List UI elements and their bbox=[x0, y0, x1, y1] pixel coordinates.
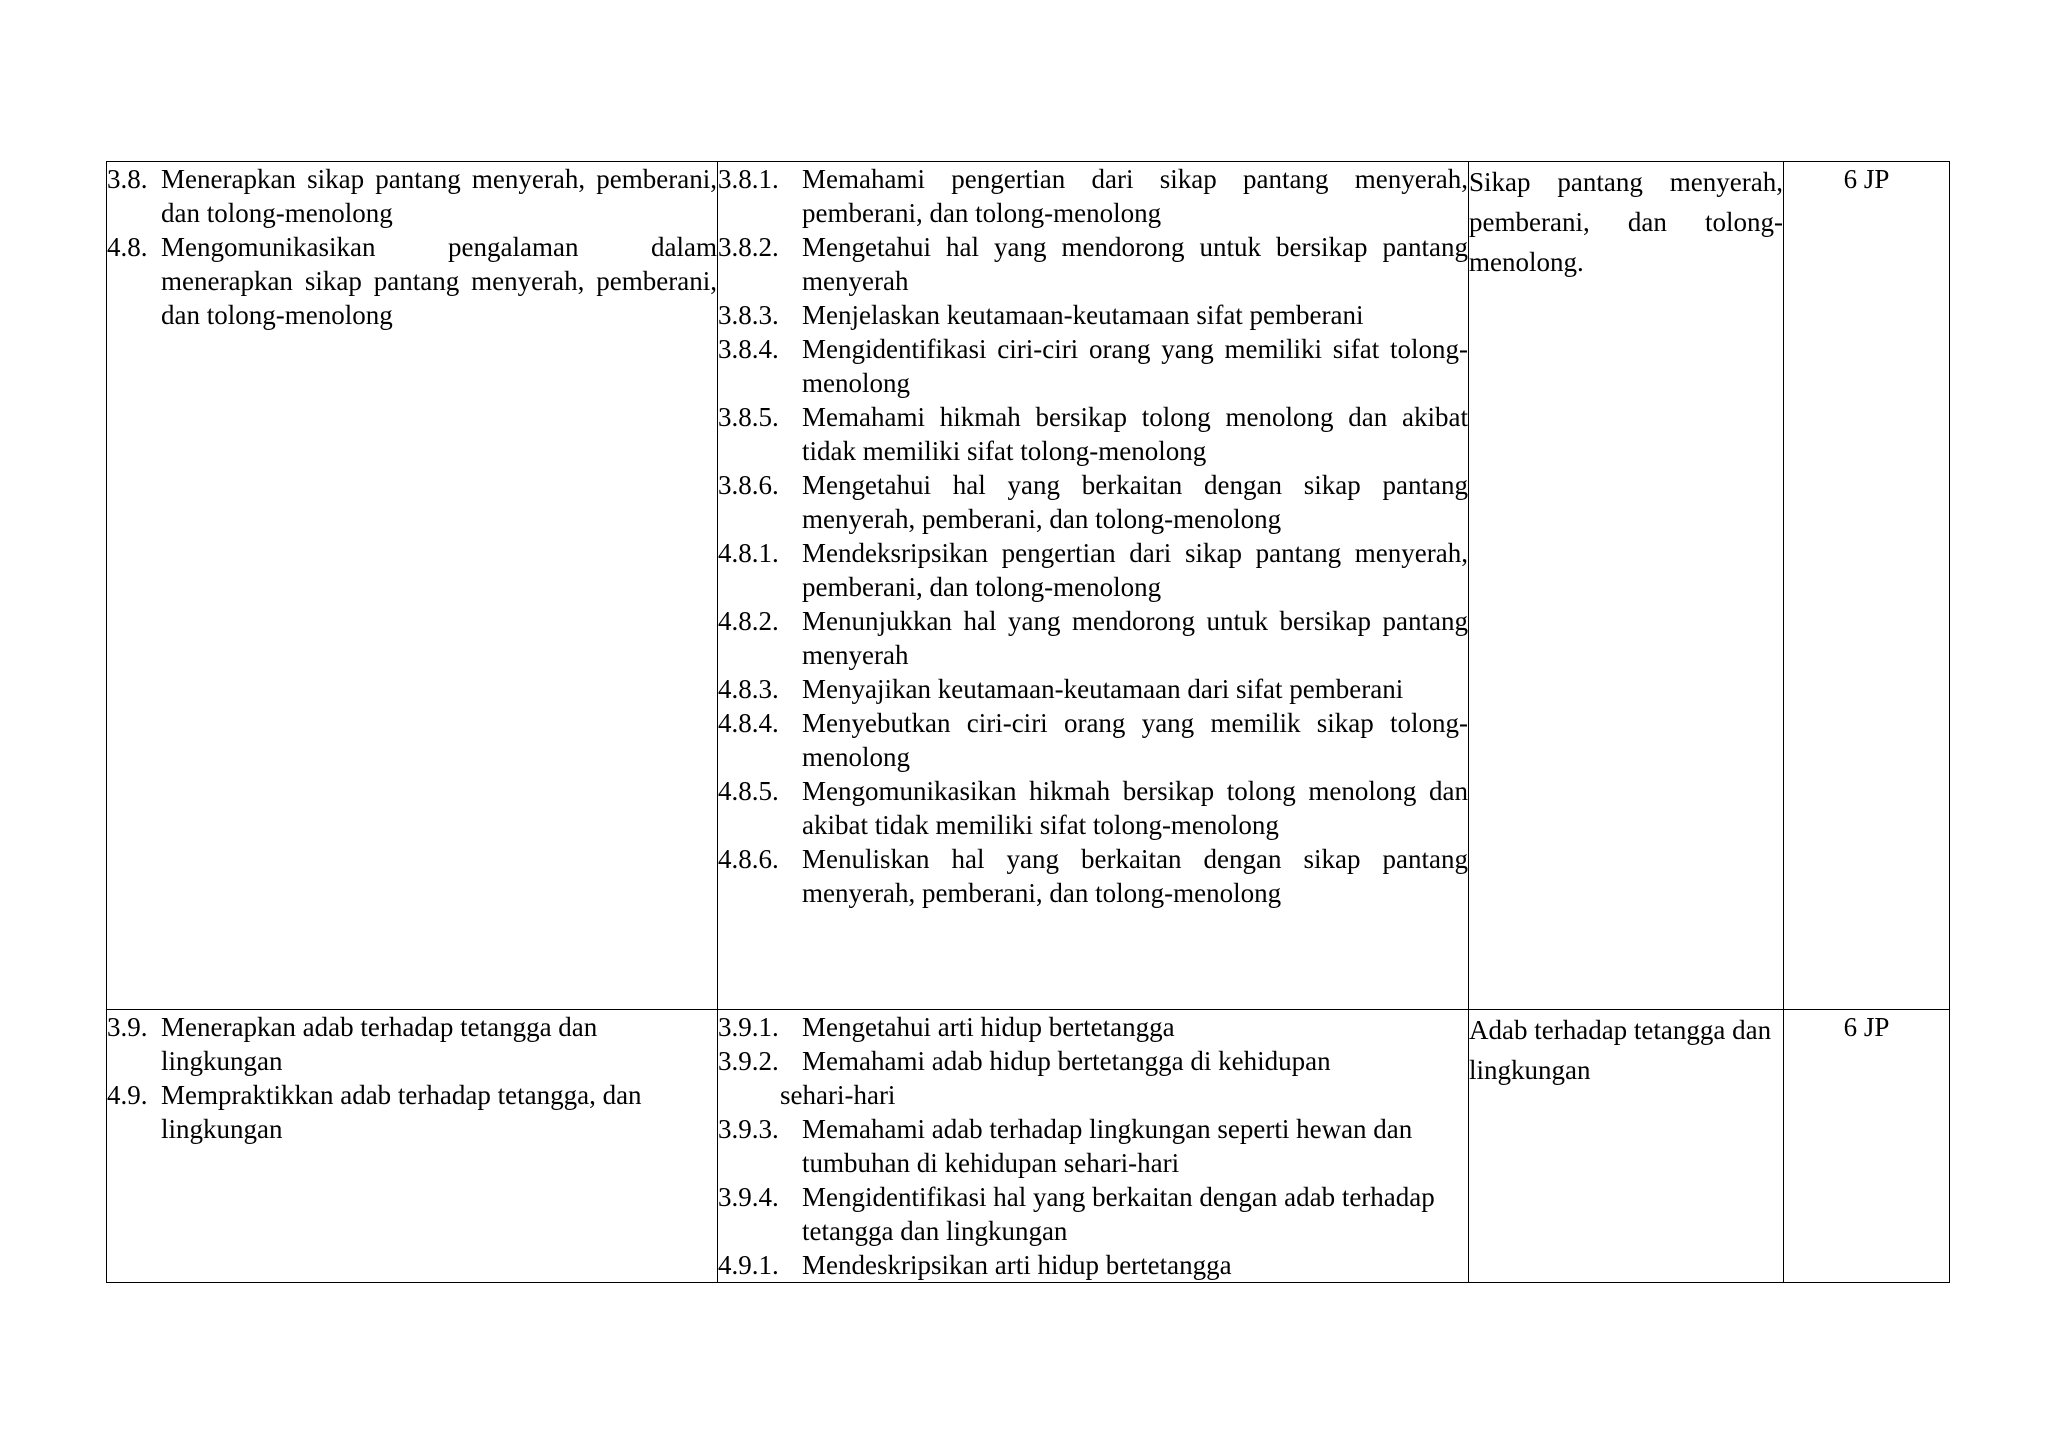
indikator-cell bbox=[718, 162, 1469, 1010]
kompetensi-number: 4.8. bbox=[107, 232, 148, 262]
indikator-text: Memahami adab terhadap lingkungan seperti hewan dan tumbuhan di kehidupan sehari-hari bbox=[802, 1114, 1413, 1178]
table-row bbox=[107, 1010, 1950, 1283]
indikator-item bbox=[718, 1180, 1468, 1248]
indikator-cell bbox=[718, 1010, 1469, 1283]
syllabus-table bbox=[106, 161, 1950, 1283]
indikator-item bbox=[718, 706, 1468, 774]
jp-value: 6 JP bbox=[1843, 1012, 1890, 1042]
indikator-item bbox=[718, 1010, 1468, 1044]
kompetensi-dasar-cell bbox=[107, 162, 718, 1010]
indikator-text: Mengomunikasikan hikmah bersikap tolong menolong dan akibat tidak memiliki sifat tolong-menolong bbox=[802, 776, 1468, 840]
kompetensi-number: 3.8. bbox=[107, 164, 148, 194]
indikator-text: Menuliskan hal yang berkaitan dengan sikap pantang menyerah, pemberani, dan tolong-menolong bbox=[802, 844, 1468, 908]
indikator-item bbox=[718, 332, 1468, 400]
indikator-number: 3.8.5. bbox=[718, 402, 779, 432]
kompetensi-item bbox=[107, 1010, 717, 1078]
indikator-item bbox=[718, 162, 1468, 230]
kompetensi-item bbox=[107, 1078, 717, 1146]
indikator-item bbox=[718, 1248, 1468, 1282]
indikator-number: 3.8.3. bbox=[718, 300, 779, 330]
kompetensi-text: Mempraktikkan adab terhadap tetangga, dan lingkungan bbox=[161, 1080, 642, 1144]
kompetensi-item bbox=[107, 230, 717, 332]
materi-cell bbox=[1469, 162, 1784, 1010]
indikator-number: 3.9.3. bbox=[718, 1114, 779, 1144]
jp-cell bbox=[1784, 1010, 1950, 1283]
indikator-text: Mendeksripsikan pengertian dari sikap pantang menyerah, pemberani, dan tolong-menolong bbox=[802, 538, 1468, 602]
kompetensi-number: 3.9. bbox=[107, 1012, 148, 1042]
indikator-item bbox=[718, 1044, 1468, 1078]
indikator-number: 3.8.2. bbox=[718, 232, 779, 262]
indikator-number: 3.9.2. bbox=[718, 1046, 779, 1076]
kompetensi-dasar-cell bbox=[107, 1010, 718, 1283]
indikator-text: Menyebutkan ciri-ciri orang yang memilik sikap tolong-menolong bbox=[802, 708, 1468, 772]
indikator-number: 4.8.3. bbox=[718, 674, 779, 704]
indikator-item bbox=[718, 298, 1468, 332]
jp-cell bbox=[1784, 162, 1950, 1010]
indikator-text: Memahami adab hidup bertetangga di kehidupan bbox=[802, 1046, 1331, 1076]
indikator-number: 4.9.1. bbox=[718, 1250, 779, 1280]
indikator-text: Mengidentifikasi hal yang berkaitan dengan adab terhadap tetangga dan lingkungan bbox=[802, 1182, 1435, 1246]
indikator-number: 3.8.6. bbox=[718, 470, 779, 500]
indikator-item bbox=[718, 604, 1468, 672]
kompetensi-text: Menerapkan sikap pantang menyerah, pemberani, dan tolong-menolong bbox=[161, 164, 717, 228]
indikator-number: 3.8.4. bbox=[718, 334, 779, 364]
indikator-item bbox=[718, 400, 1468, 468]
jp-value: 6 JP bbox=[1843, 164, 1890, 194]
kompetensi-text: Mengomunikasikan pengalaman dalam menerapkan sikap pantang menyerah, pemberani, dan tolong-menolong bbox=[161, 232, 717, 330]
indikator-text: Memahami hikmah bersikap tolong menolong dan akibat tidak memiliki sifat tolong-menolong bbox=[802, 402, 1468, 466]
indikator-text: Menunjukkan hal yang mendorong untuk bersikap pantang menyerah bbox=[802, 606, 1468, 670]
kompetensi-number: 4.9. bbox=[107, 1080, 148, 1110]
indikator-number: 3.9.4. bbox=[718, 1182, 779, 1212]
indikator-number: 3.8.1. bbox=[718, 164, 779, 194]
table-row bbox=[107, 162, 1950, 1010]
indikator-number: 4.8.5. bbox=[718, 776, 779, 806]
indikator-number: 4.8.6. bbox=[718, 844, 779, 874]
indikator-text: Menyajikan keutamaan-keutamaan dari sifat pemberani bbox=[802, 674, 1404, 704]
indikator-number: 4.8.2. bbox=[718, 606, 779, 636]
indikator-number: 4.8.4. bbox=[718, 708, 779, 738]
indikator-item bbox=[718, 774, 1468, 842]
indikator-text: Mengetahui hal yang berkaitan dengan sikap pantang menyerah, pemberani, dan tolong-menolong bbox=[802, 470, 1468, 534]
materi-text: Sikap pantang menyerah, pemberani, dan tolong-menolong. bbox=[1469, 167, 1783, 277]
indikator-number: 4.8.1. bbox=[718, 538, 779, 568]
materi-text: Adab terhadap tetangga dan lingkungan bbox=[1469, 1015, 1772, 1085]
indikator-continuation: sehari-hari bbox=[780, 1080, 896, 1110]
indikator-item bbox=[718, 536, 1468, 604]
materi-cell bbox=[1469, 1010, 1784, 1283]
indikator-item bbox=[718, 230, 1468, 298]
indikator-text: Mendeskripsikan arti hidup bertetangga bbox=[802, 1250, 1232, 1280]
indikator-item bbox=[718, 468, 1468, 536]
indikator-text: Mengidentifikasi ciri-ciri orang yang memiliki sifat tolong-menolong bbox=[802, 334, 1468, 398]
indikator-text: Menjelaskan keutamaan-keutamaan sifat pemberani bbox=[802, 300, 1364, 330]
indikator-text: Mengetahui hal yang mendorong untuk bersikap pantang menyerah bbox=[802, 232, 1468, 296]
kompetensi-text: Menerapkan adab terhadap tetangga dan lingkungan bbox=[161, 1012, 598, 1076]
indikator-text: Mengetahui arti hidup bertetangga bbox=[802, 1012, 1175, 1042]
indikator-item bbox=[718, 672, 1468, 706]
indikator-number: 3.9.1. bbox=[718, 1012, 779, 1042]
kompetensi-item bbox=[107, 162, 717, 230]
indikator-item bbox=[718, 1112, 1468, 1180]
indikator-text: Memahami pengertian dari sikap pantang menyerah, pemberani, dan tolong-menolong bbox=[802, 164, 1468, 228]
indikator-item bbox=[718, 842, 1468, 910]
